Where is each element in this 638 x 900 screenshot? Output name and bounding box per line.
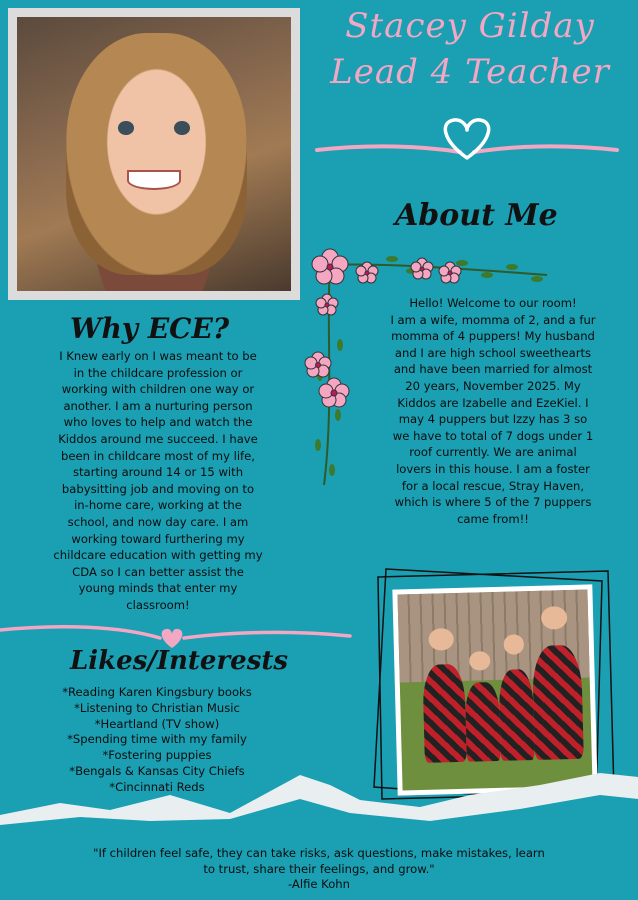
why-line: young minds that enter my <box>78 581 238 596</box>
teacher-photo <box>17 17 291 291</box>
why-line: starting around 14 or 15 with <box>72 465 244 480</box>
about-line: may 4 puppers but Izzy has 3 so <box>398 412 588 427</box>
list-item: *Reading Karen Kingsbury books <box>62 685 252 699</box>
about-line: and have been married for almost <box>393 362 593 377</box>
about-paragraph <box>352 295 634 527</box>
heart-divider-icon <box>312 110 622 170</box>
why-line: working with children one way or <box>61 382 255 397</box>
why-ece-heading: Why ECE? <box>70 312 230 345</box>
why-line: in-home care, working at the <box>74 498 242 513</box>
why-line: school, and now day care. I am <box>67 514 249 529</box>
about-line: Kiddos are Izabelle and EzeKiel. I <box>397 395 589 410</box>
list-item: *Fostering puppies <box>102 748 212 763</box>
list-item: *Heartland (TV show) <box>94 716 220 731</box>
about-line: 20 years, November 2025. My <box>405 378 581 393</box>
why-line: been in childcare most of my life, <box>61 448 255 463</box>
why-line: CDA so I can better assist the <box>72 564 244 579</box>
why-line: who loves to help and watch the <box>63 415 253 430</box>
quote-line: to trust, share their feelings, and grow." <box>203 861 435 876</box>
list-item: *Cincinnati Reds <box>109 779 205 794</box>
list-item: *Bengals & Kansas City Chiefs <box>69 763 245 778</box>
why-line: Kiddos around me succeed. I have <box>58 431 258 446</box>
why-line: I Knew early on I was meant to be <box>59 349 257 363</box>
about-line: Hello! Welcome to our room! <box>409 296 577 310</box>
likes-heading: Likes/Interests <box>70 646 288 676</box>
why-ece-paragraph <box>8 348 308 614</box>
teacher-role: Lead 4 Teacher <box>330 52 610 92</box>
about-line: I am a wife, momma of 2, and a fur <box>390 312 596 327</box>
why-line: another. I am a nurturing person <box>63 398 253 413</box>
quote-line: "If children feel safe, they can take risks, ask questions, make mistakes, learn <box>93 846 545 860</box>
about-line: we have to total of 7 dogs under 1 <box>392 428 594 443</box>
list-item: *Listening to Christian Music <box>74 700 240 715</box>
why-line: babysitting job and moving on to <box>61 481 255 496</box>
quote-author: -Alfie Kohn <box>287 877 351 891</box>
mountain-decoration-icon <box>0 755 638 835</box>
about-line: lovers in this house. I am a foster <box>396 461 590 476</box>
list-item: *Spending time with my family <box>67 732 247 747</box>
why-line: working toward furthering my <box>71 531 245 546</box>
about-line: for a local rescue, Stray Haven, <box>401 478 585 493</box>
about-line: momma of 4 puppers! My husband <box>391 329 595 344</box>
about-line: which is where 5 of the 7 puppers <box>394 495 592 510</box>
teacher-name: Stacey Gilday <box>345 6 595 46</box>
about-line: came from!! <box>457 511 529 526</box>
about-line: and I are high school sweethearts <box>394 345 592 360</box>
why-line: in the childcare profession or <box>73 365 243 380</box>
why-line: childcare education with getting my <box>53 548 263 563</box>
why-line: classroom! <box>126 597 190 612</box>
about-heading: About Me <box>395 198 558 233</box>
portrait-photo <box>8 8 300 300</box>
quote-block <box>0 846 638 893</box>
about-line: roof currently. We are animal <box>409 445 577 460</box>
